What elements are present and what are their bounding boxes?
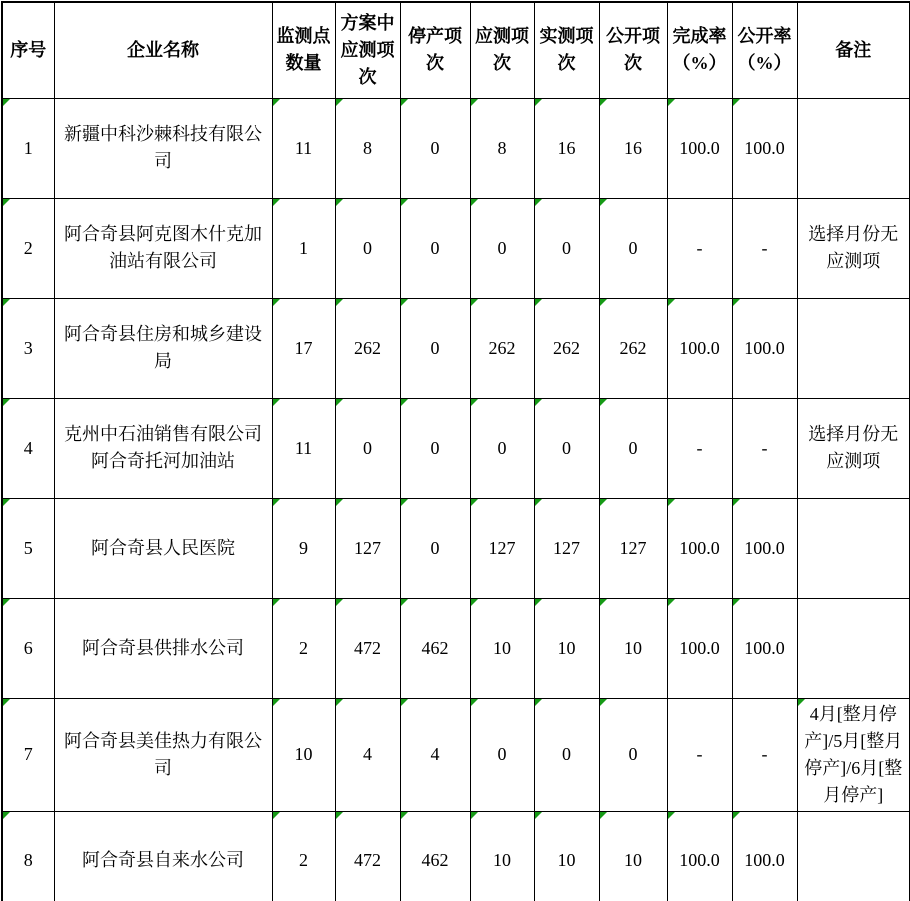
cell-value: 100.0	[679, 137, 720, 158]
cell-value: 4	[23, 437, 33, 458]
table-cell[interactable]	[667, 498, 732, 598]
cell-value: 选择月份无应测项	[808, 224, 899, 271]
number-stored-as-text-flag-icon	[3, 499, 10, 506]
table-cell[interactable]	[54, 198, 272, 298]
cell-value: 0	[363, 437, 372, 458]
table-cell[interactable]	[335, 598, 400, 698]
table-cell[interactable]	[2, 598, 54, 698]
number-stored-as-text-flag-icon	[336, 499, 343, 506]
cell-value: 克州中石油销售有限公司阿合奇托河加油站	[64, 424, 262, 471]
number-stored-as-text-flag-icon	[471, 599, 478, 606]
cell-value: -	[761, 237, 768, 258]
number-stored-as-text-flag-icon	[668, 812, 675, 819]
table-cell[interactable]	[400, 398, 470, 498]
number-stored-as-text-flag-icon	[535, 499, 542, 506]
table-cell[interactable]	[667, 811, 732, 901]
cell-value: 0	[430, 337, 440, 358]
table-cell[interactable]	[2, 198, 54, 298]
cell-value: 0	[363, 237, 372, 258]
table-cell[interactable]	[599, 811, 667, 901]
cell-value: 262	[553, 337, 580, 358]
number-stored-as-text-flag-icon	[273, 299, 280, 306]
number-stored-as-text-flag-icon	[471, 399, 478, 406]
column-header[interactable]	[2, 2, 54, 98]
cell-value: -	[696, 744, 703, 764]
table-cell[interactable]	[732, 98, 797, 198]
number-stored-as-text-flag-icon	[273, 99, 280, 106]
number-stored-as-text-flag-icon	[401, 499, 408, 506]
cell-value: 100.0	[744, 637, 785, 658]
cell-value: 127	[619, 537, 647, 558]
table-row	[2, 398, 910, 498]
table-cell[interactable]	[599, 598, 667, 698]
table-cell[interactable]	[470, 598, 534, 698]
cell-value: 7	[23, 744, 33, 764]
column-header[interactable]	[335, 2, 400, 98]
number-stored-as-text-flag-icon	[401, 99, 408, 106]
table-cell[interactable]	[470, 198, 534, 298]
table-row	[2, 698, 910, 811]
column-header-label: 公开率（%）	[737, 26, 792, 74]
number-stored-as-text-flag-icon	[668, 99, 675, 106]
table-cell[interactable]	[797, 198, 910, 298]
cell-value: 0	[430, 237, 440, 258]
number-stored-as-text-flag-icon	[401, 699, 408, 706]
cell-value: 4	[363, 744, 372, 764]
number-stored-as-text-flag-icon	[733, 99, 740, 106]
table-cell[interactable]	[797, 811, 910, 901]
number-stored-as-text-flag-icon	[336, 99, 343, 106]
cell-value: 100.0	[744, 850, 785, 871]
cell-value: 阿合奇县供排水公司	[82, 637, 244, 658]
number-stored-as-text-flag-icon	[733, 812, 740, 819]
column-header-label: 完成率（%）	[672, 26, 727, 74]
table-cell[interactable]	[272, 811, 335, 901]
cell-value: 1	[23, 137, 33, 158]
monitoring-completion-table	[1, 1, 910, 901]
cell-value: 0	[497, 744, 507, 764]
table-row	[2, 198, 910, 298]
number-stored-as-text-flag-icon	[336, 699, 343, 706]
cell-value: 0	[562, 744, 571, 764]
table-cell[interactable]	[400, 811, 470, 901]
table-body	[2, 98, 910, 901]
table-cell[interactable]	[272, 198, 335, 298]
column-header[interactable]	[470, 2, 534, 98]
table-cell[interactable]	[335, 198, 400, 298]
number-stored-as-text-flag-icon	[401, 812, 408, 819]
table-cell[interactable]	[2, 811, 54, 901]
table-cell[interactable]	[534, 298, 599, 398]
cell-value: 阿合奇县阿克图木什克加油站有限公司	[64, 224, 262, 271]
number-stored-as-text-flag-icon	[600, 599, 607, 606]
cell-value: 462	[421, 637, 449, 658]
table-cell[interactable]	[2, 98, 54, 198]
table-cell[interactable]	[534, 198, 599, 298]
column-header-label: 停产项次	[408, 26, 462, 74]
column-header[interactable]	[400, 2, 470, 98]
number-stored-as-text-flag-icon	[401, 299, 408, 306]
column-header-label: 备注	[835, 39, 872, 60]
table-cell[interactable]	[797, 398, 910, 498]
cell-value: 阿合奇县自来水公司	[82, 850, 244, 871]
table-row	[2, 598, 910, 698]
column-header[interactable]	[599, 2, 667, 98]
table-cell[interactable]	[335, 698, 400, 811]
table-cell[interactable]	[335, 298, 400, 398]
cell-value: 阿合奇县美佳热力有限公司	[64, 730, 262, 778]
table-cell[interactable]	[797, 98, 910, 198]
cell-value: 阿合奇县住房和城乡建设局	[64, 324, 262, 371]
cell-value: 11	[294, 437, 313, 458]
table-cell[interactable]	[335, 98, 400, 198]
number-stored-as-text-flag-icon	[535, 812, 542, 819]
table-cell[interactable]	[534, 698, 599, 811]
table-cell[interactable]	[732, 398, 797, 498]
table-cell[interactable]	[667, 398, 732, 498]
number-stored-as-text-flag-icon	[336, 812, 343, 819]
number-stored-as-text-flag-icon	[273, 499, 280, 506]
table-cell[interactable]	[272, 498, 335, 598]
cell-value: 262	[354, 337, 381, 358]
cell-value: 6	[23, 637, 33, 658]
table-cell[interactable]	[272, 598, 335, 698]
number-stored-as-text-flag-icon	[600, 699, 607, 706]
table-cell[interactable]	[272, 398, 335, 498]
number-stored-as-text-flag-icon	[535, 399, 542, 406]
table-cell[interactable]	[667, 298, 732, 398]
table-cell[interactable]	[272, 298, 335, 398]
table-row	[2, 298, 910, 398]
cell-value: 10	[624, 850, 642, 871]
column-header[interactable]	[797, 2, 910, 98]
cell-value: 4月[整月停产]/5月[整月停产]/6月[整月停产]	[804, 703, 903, 805]
table-cell[interactable]	[54, 98, 272, 198]
cell-value: 阿合奇县人民医院	[91, 537, 235, 558]
number-stored-as-text-flag-icon	[668, 299, 675, 306]
cell-value: 0	[562, 437, 571, 458]
table-cell[interactable]	[534, 811, 599, 901]
number-stored-as-text-flag-icon	[471, 299, 478, 306]
number-stored-as-text-flag-icon	[273, 599, 280, 606]
cell-value: 262	[619, 337, 647, 358]
number-stored-as-text-flag-icon	[600, 812, 607, 819]
cell-value: 8	[23, 850, 33, 871]
cell-value: 选择月份无应测项	[808, 424, 899, 471]
cell-value: 8	[497, 137, 507, 158]
number-stored-as-text-flag-icon	[401, 399, 408, 406]
cell-value: 0	[430, 437, 440, 458]
column-header[interactable]	[732, 2, 797, 98]
table-cell[interactable]	[667, 198, 732, 298]
table-cell[interactable]	[599, 98, 667, 198]
table-cell[interactable]	[470, 498, 534, 598]
number-stored-as-text-flag-icon	[336, 599, 343, 606]
cell-value: 16	[624, 137, 642, 158]
number-stored-as-text-flag-icon	[3, 399, 10, 406]
column-header[interactable]	[272, 2, 335, 98]
number-stored-as-text-flag-icon	[668, 499, 675, 506]
number-stored-as-text-flag-icon	[401, 599, 408, 606]
column-header-label: 应测项次	[475, 26, 529, 74]
cell-value: 127	[488, 537, 516, 558]
number-stored-as-text-flag-icon	[401, 199, 408, 206]
table-cell[interactable]	[335, 498, 400, 598]
number-stored-as-text-flag-icon	[535, 599, 542, 606]
number-stored-as-text-flag-icon	[336, 299, 343, 306]
table-cell[interactable]	[797, 298, 910, 398]
number-stored-as-text-flag-icon	[273, 699, 280, 706]
number-stored-as-text-flag-icon	[600, 399, 607, 406]
table-cell[interactable]	[534, 398, 599, 498]
table-cell[interactable]	[272, 698, 335, 811]
cell-value: 127	[354, 537, 381, 558]
number-stored-as-text-flag-icon	[600, 99, 607, 106]
number-stored-as-text-flag-icon	[471, 699, 478, 706]
table-cell[interactable]	[2, 498, 54, 598]
column-header-label: 方案中应测项次	[340, 12, 395, 87]
cell-value: 127	[553, 537, 580, 558]
table-cell[interactable]	[599, 698, 667, 811]
table-cell[interactable]	[534, 598, 599, 698]
cell-value: 0	[562, 237, 571, 258]
table-cell[interactable]	[667, 98, 732, 198]
table-cell[interactable]	[470, 811, 534, 901]
cell-value: -	[696, 437, 703, 458]
cell-value: -	[761, 437, 768, 458]
table-cell[interactable]	[667, 598, 732, 698]
cell-value: 0	[628, 237, 638, 258]
number-stored-as-text-flag-icon	[471, 812, 478, 819]
table-cell[interactable]	[54, 811, 272, 901]
table-cell[interactable]	[732, 498, 797, 598]
table-cell[interactable]	[400, 298, 470, 398]
number-stored-as-text-flag-icon	[3, 299, 10, 306]
table-cell[interactable]	[470, 398, 534, 498]
cell-value: 4	[430, 744, 440, 764]
number-stored-as-text-flag-icon	[3, 599, 10, 606]
number-stored-as-text-flag-icon	[471, 99, 478, 106]
cell-value: 10	[557, 637, 576, 658]
cell-value: 100.0	[679, 850, 720, 871]
table-cell[interactable]	[54, 498, 272, 598]
table-cell[interactable]	[2, 698, 54, 811]
cell-value: -	[761, 744, 768, 764]
cell-value: 2	[299, 850, 308, 871]
table-cell[interactable]	[599, 298, 667, 398]
number-stored-as-text-flag-icon	[733, 499, 740, 506]
cell-value: -	[696, 237, 703, 258]
table-row	[2, 498, 910, 598]
cell-value: 10	[493, 850, 511, 871]
column-header-label: 实测项次	[539, 26, 594, 74]
cell-value: 9	[299, 537, 308, 558]
cell-value: 2	[299, 637, 308, 658]
number-stored-as-text-flag-icon	[3, 812, 10, 819]
cell-value: 10	[624, 637, 642, 658]
column-header-label: 序号	[10, 39, 47, 60]
table-row	[2, 98, 910, 198]
number-stored-as-text-flag-icon	[668, 599, 675, 606]
table-cell[interactable]	[54, 398, 272, 498]
number-stored-as-text-flag-icon	[535, 299, 542, 306]
column-header[interactable]	[54, 2, 272, 98]
cell-value: 5	[23, 537, 33, 558]
column-header[interactable]	[534, 2, 599, 98]
number-stored-as-text-flag-icon	[273, 399, 280, 406]
table-cell[interactable]	[54, 598, 272, 698]
table-cell[interactable]	[797, 598, 910, 698]
number-stored-as-text-flag-icon	[273, 199, 280, 206]
table-cell[interactable]	[732, 698, 797, 811]
cell-value: 0	[430, 537, 440, 558]
table-cell[interactable]	[599, 498, 667, 598]
number-stored-as-text-flag-icon	[336, 399, 343, 406]
cell-value: 10	[493, 637, 511, 658]
table-cell[interactable]	[470, 98, 534, 198]
cell-value: 0	[430, 137, 440, 158]
number-stored-as-text-flag-icon	[336, 199, 343, 206]
cell-value: 0	[628, 744, 638, 764]
cell-value: 472	[354, 850, 381, 871]
number-stored-as-text-flag-icon	[733, 599, 740, 606]
table-cell[interactable]	[400, 598, 470, 698]
cell-value: 新疆中科沙棘科技有限公司	[64, 124, 262, 171]
cell-value: 100.0	[679, 337, 720, 358]
cell-value: 100.0	[744, 337, 785, 358]
cell-value: 17	[294, 337, 313, 358]
table-cell[interactable]	[599, 398, 667, 498]
number-stored-as-text-flag-icon	[600, 199, 607, 206]
table-cell[interactable]	[54, 298, 272, 398]
table-cell[interactable]	[667, 698, 732, 811]
table-header-row	[2, 2, 910, 98]
cell-value: 10	[294, 744, 313, 764]
table-cell[interactable]	[797, 698, 910, 811]
table-cell[interactable]	[400, 698, 470, 811]
cell-value: 262	[488, 337, 516, 358]
column-header-label: 公开项次	[606, 26, 660, 74]
column-header-label: 监测点数量	[276, 26, 331, 74]
cell-value: 8	[363, 137, 372, 158]
cell-value: 10	[557, 850, 576, 871]
table-cell[interactable]	[2, 298, 54, 398]
cell-value: 100.0	[679, 637, 720, 658]
column-header[interactable]	[667, 2, 732, 98]
number-stored-as-text-flag-icon	[3, 199, 10, 206]
column-header-label: 企业名称	[127, 39, 199, 60]
number-stored-as-text-flag-icon	[600, 299, 607, 306]
number-stored-as-text-flag-icon	[471, 199, 478, 206]
table-cell[interactable]	[470, 698, 534, 811]
table-cell[interactable]	[400, 498, 470, 598]
table-cell[interactable]	[335, 811, 400, 901]
table-cell[interactable]	[732, 198, 797, 298]
number-stored-as-text-flag-icon	[535, 199, 542, 206]
number-stored-as-text-flag-icon	[535, 699, 542, 706]
cell-value: 0	[497, 237, 507, 258]
table-cell[interactable]	[732, 598, 797, 698]
table-cell[interactable]	[400, 198, 470, 298]
cell-value: 472	[354, 637, 381, 658]
table-cell[interactable]	[797, 498, 910, 598]
number-stored-as-text-flag-icon	[600, 499, 607, 506]
table-cell[interactable]	[470, 298, 534, 398]
table-cell[interactable]	[599, 198, 667, 298]
cell-value: 0	[497, 437, 507, 458]
cell-value: 2	[23, 237, 33, 258]
cell-value: 3	[23, 337, 33, 358]
number-stored-as-text-flag-icon	[3, 99, 10, 106]
table-cell[interactable]	[54, 698, 272, 811]
cell-value: 100.0	[744, 137, 785, 158]
table-row	[2, 811, 910, 901]
number-stored-as-text-flag-icon	[535, 99, 542, 106]
cell-value: 16	[557, 137, 576, 158]
number-stored-as-text-flag-icon	[471, 499, 478, 506]
cell-value: 100.0	[679, 537, 720, 558]
table-cell[interactable]	[2, 398, 54, 498]
table-cell[interactable]	[400, 98, 470, 198]
table-cell[interactable]	[732, 811, 797, 901]
table-cell[interactable]	[335, 398, 400, 498]
cell-value: 100.0	[744, 537, 785, 558]
cell-value: 0	[628, 437, 638, 458]
table-cell[interactable]	[732, 298, 797, 398]
cell-value: 11	[294, 137, 313, 158]
cell-value: 1	[299, 237, 308, 258]
cell-value: 462	[421, 850, 449, 871]
table-cell[interactable]	[272, 98, 335, 198]
number-stored-as-text-flag-icon	[273, 812, 280, 819]
table-cell[interactable]	[534, 498, 599, 598]
table-cell[interactable]	[534, 98, 599, 198]
number-stored-as-text-flag-icon	[3, 699, 10, 706]
number-stored-as-text-flag-icon	[733, 299, 740, 306]
